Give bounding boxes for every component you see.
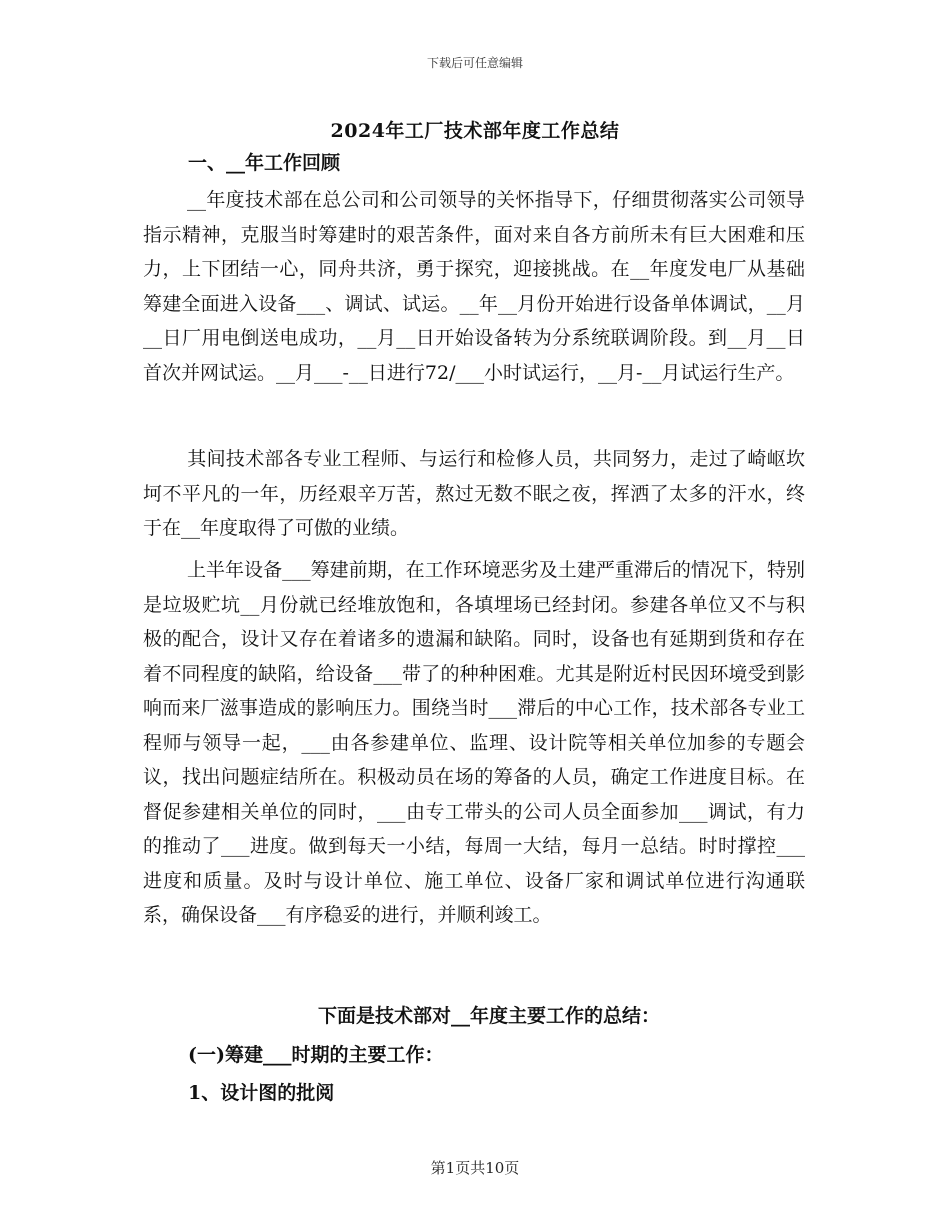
paragraph-1-text: __年度技术部在总公司和公司领导的关怀指导下，仔细贯彻落实公司领导指示精神，克服当时筹建时的艰苦条件，面对来自各方前所未有巨大困难和压力，上下团结一心，同舟共济，勇于探究，迎接挑战。在__年度发电厂从基础筹建全面进入设备___、调试、试运。__年__月份开始进行设备单体调试，__月__日厂用电倒送电成功，__月__日开始设备转为分系统联调阶段。到__月__日首次并网试运。__月___-__日进行72/___小时试运行，__月-__月试运行生产。 <box>143 189 805 384</box>
summary-heading: 下面是技术部对__年度主要工作的总结： <box>318 1005 661 1027</box>
paragraph-1 <box>143 183 805 390</box>
paragraph-2 <box>143 442 805 546</box>
paragraph-3 <box>143 553 805 933</box>
paragraph-3-text: 上半年设备___筹建前期，在工作环境恶劣及土建严重滞后的情况下，特别是垃圾贮坑__月份就已经堆放饱和，各填埋场已经封闭。参建各单位又不与积极的配合，设计又存在着诸多的遗漏和缺陷。同时，设备也有延期到货和存在着不同程度的缺陷，给设备___带了的种种困难。尤其是附近村民因环境受到影响而来厂滋事造成的影响压力。围绕当时___滞后的中心工作，技术部各专业工程师与领导一起，___由各参建单位、监理、设计院等相关单位加参的专题会议，找出问题症结所在。积极动员在场的筹备的人员，确定工作进度目标。在督促参建相关单位的同时，___由专工带头的公司人员全面参加___调试，有力的推动了___进度。做到每天一小结，每周一大结，每月一总结。时时撑控___进度和质量。及时与设计单位、施工单位、设备厂家和调试单位进行沟通联系，确保设备___有序稳妥的进行，并顺利竣工。 <box>143 559 805 926</box>
section-heading: 一、__年工作回顾 <box>188 152 341 174</box>
header-note: 下载后可任意编辑 <box>426 56 523 70</box>
paragraph-2-text: 其间技术部各专业工程师、与运行和检修人员，共同努力，走过了崎岖坎坷不平凡的一年，历经艰辛万苦，熬过无数不眠之夜，挥洒了太多的汗水，终于在__年度取得了可傲的业绩。 <box>143 448 805 539</box>
document-title: 2024年工厂技术部年度工作总结 <box>330 120 620 142</box>
page-footer: 第1页共10页 <box>430 1159 520 1177</box>
subsection-heading: (一)筹建___时期的主要工作： <box>188 1044 444 1066</box>
item-heading: 1、设计图的批阅 <box>188 1082 335 1104</box>
